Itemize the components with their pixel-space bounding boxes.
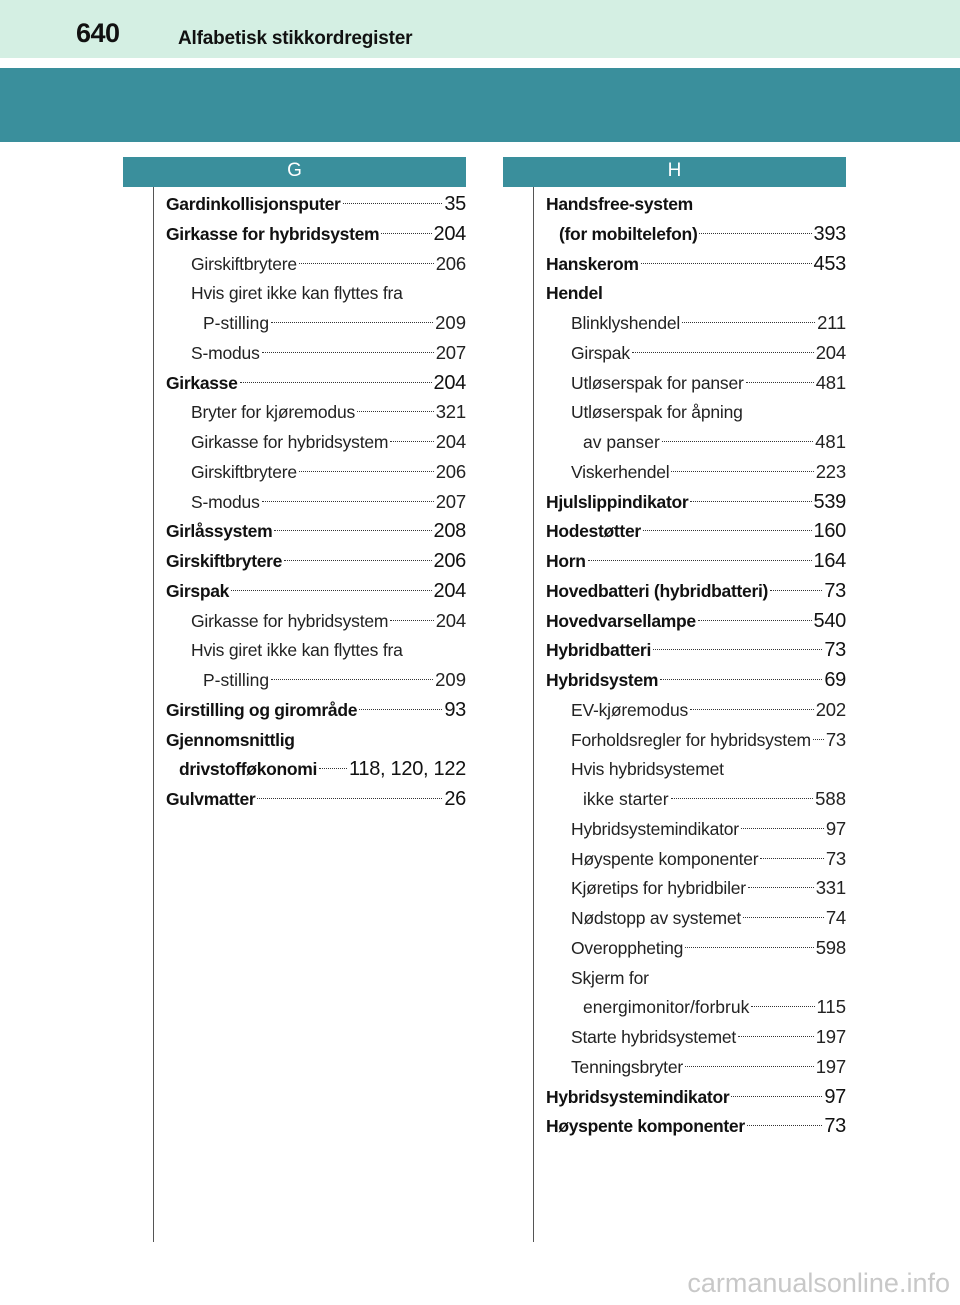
dot-leader — [262, 352, 434, 353]
dot-leader — [660, 679, 822, 680]
dot-leader — [682, 322, 815, 323]
entry-term: Hjulslippindikator — [546, 491, 689, 512]
dot-leader — [390, 620, 433, 621]
entry-term: Girkasse for hybridsystem — [166, 223, 380, 244]
entry-term: av panser — [583, 432, 660, 452]
entry-term: P-stilling — [203, 670, 270, 690]
index-entry — [546, 725, 846, 755]
index-entry — [166, 754, 466, 784]
entry-term: Hvis hybridsystemet — [571, 759, 724, 780]
entry-page-ref: 207 — [435, 490, 466, 512]
entry-page-ref: 211 — [817, 312, 846, 333]
entry-page-ref: 202 — [815, 698, 846, 720]
entry-page-ref: 97 — [825, 817, 846, 839]
dot-leader — [731, 1096, 822, 1097]
index-entry — [546, 546, 846, 576]
dot-leader — [698, 620, 812, 621]
entry-term: Gjennomsnittlig — [166, 729, 295, 750]
index-entry — [166, 189, 466, 219]
entry-term: Utløserspak for åpning — [571, 402, 743, 423]
index-entry — [166, 606, 466, 636]
dot-leader — [690, 709, 814, 710]
entry-term: Hybridsystemindikator — [571, 818, 739, 839]
index-entry — [166, 368, 466, 398]
dot-leader — [588, 560, 812, 561]
entry-term: Girstilling og girområde — [166, 699, 358, 720]
entry-term: Utløserspak for panser — [571, 372, 744, 393]
index-entry — [546, 665, 846, 695]
entry-page-ref: 204 — [433, 579, 466, 602]
dot-leader — [770, 590, 822, 591]
entry-term: Skjerm for — [571, 967, 649, 988]
entry-page-ref: 208 — [433, 520, 466, 543]
index-entry — [546, 754, 846, 784]
index-entry — [166, 219, 466, 249]
dot-leader — [319, 768, 347, 769]
entry-term: Girspak — [571, 342, 630, 363]
entry-page-ref: 73 — [824, 579, 846, 602]
entry-term: Girkasse for hybridsystem — [191, 610, 389, 631]
entry-page-ref: 204 — [435, 609, 466, 631]
entry-term: Blinklyshendel — [571, 313, 681, 333]
dot-leader — [240, 382, 432, 383]
dot-leader — [748, 887, 814, 888]
index-entry — [166, 516, 466, 546]
dot-leader — [632, 352, 814, 353]
entry-term: Bryter for kjøremodus — [191, 402, 356, 423]
entry-page-ref: 206 — [433, 550, 466, 572]
entry-page-ref: 73 — [824, 1115, 846, 1138]
index-entry — [546, 427, 846, 457]
index-entry — [166, 665, 466, 695]
entry-page-ref: 539 — [813, 490, 846, 513]
index-entry — [546, 487, 846, 517]
index-entry — [546, 249, 846, 279]
dot-leader — [743, 917, 824, 918]
index-entry — [166, 784, 466, 814]
entry-term: Hovedbatteri (hybridbatteri) — [546, 580, 769, 601]
entry-page-ref: 207 — [435, 341, 466, 363]
entry-term: Hanskerom — [546, 253, 639, 274]
entry-term: Kjøretips for hybridbiler — [571, 878, 746, 899]
index-entry — [166, 308, 466, 338]
dot-leader — [746, 382, 814, 383]
entry-term: P-stilling — [203, 313, 270, 333]
entry-term: Forholdsregler for hybridsystem — [571, 729, 811, 750]
entry-page-ref: 481 — [815, 371, 846, 393]
index-entry — [546, 219, 846, 249]
index-entry — [546, 516, 846, 546]
index-entry — [166, 338, 466, 368]
entry-term: Hovedvarsellampe — [546, 610, 696, 631]
index-entry — [546, 368, 846, 398]
dot-leader — [381, 233, 431, 234]
index-entry — [166, 427, 466, 457]
entry-page-ref: 69 — [824, 669, 846, 691]
entry-term: Girkasse for hybridsystem — [191, 432, 389, 452]
entry-term: Viskerhendel — [571, 461, 670, 482]
index-entry — [546, 397, 846, 427]
entry-page-ref: 206 — [435, 460, 466, 482]
index-entry — [546, 1111, 846, 1141]
dot-leader — [299, 471, 434, 472]
section-band — [0, 68, 960, 142]
dot-leader — [274, 530, 431, 531]
entry-page-ref: 74 — [825, 907, 846, 928]
index-entry — [546, 457, 846, 487]
index-entry — [546, 1052, 846, 1082]
dot-leader — [671, 798, 814, 799]
index-entry — [546, 784, 846, 814]
entry-term: drivstofføkonomi — [179, 759, 318, 780]
index-entry — [166, 487, 466, 517]
entry-term: Girskiftbrytere — [191, 253, 297, 274]
index-entry — [546, 635, 846, 665]
dot-leader — [357, 411, 434, 412]
entry-page-ref: 197 — [815, 1055, 846, 1077]
entry-page-ref: 97 — [824, 1085, 846, 1108]
entry-term: Høyspente komponenter — [546, 1116, 745, 1137]
entry-term: Tenningsbryter — [571, 1056, 683, 1077]
entry-page-ref: 26 — [444, 788, 466, 810]
index-entry — [546, 1082, 846, 1112]
dot-leader — [231, 590, 431, 591]
dot-leader — [390, 441, 433, 442]
dot-leader — [747, 1125, 822, 1126]
entry-page-ref: 223 — [815, 460, 846, 482]
entry-term: Horn — [546, 551, 586, 571]
index-entry — [546, 278, 846, 308]
dot-leader — [262, 501, 434, 502]
dot-leader — [271, 679, 433, 680]
entry-page-ref: 73 — [824, 639, 846, 662]
index-entry — [546, 576, 846, 606]
index-entry — [166, 278, 466, 308]
entry-page-ref: 209 — [435, 312, 466, 333]
page-title: Alfabetisk stikkordregister — [178, 28, 413, 49]
entry-page-ref: 588 — [815, 788, 846, 809]
entry-page-ref: 331 — [815, 877, 846, 899]
dot-leader — [813, 739, 824, 740]
entry-page-ref: 73 — [825, 728, 846, 750]
entry-page-ref: 118, 120, 122 — [349, 758, 466, 781]
index-entry — [546, 933, 846, 963]
dot-leader — [690, 501, 811, 502]
dot-leader — [751, 1006, 814, 1007]
entry-term: Hvis giret ikke kan flyttes fra — [191, 283, 403, 304]
index-entry — [546, 844, 846, 874]
entry-term: Hodestøtter — [546, 521, 641, 542]
index-entry — [546, 338, 846, 368]
dot-leader — [662, 441, 813, 442]
dot-leader — [760, 858, 823, 859]
entry-term: Hybridsystemindikator — [546, 1086, 730, 1107]
header-bar — [0, 0, 960, 58]
dot-leader — [299, 263, 434, 264]
entry-term: S-modus — [191, 342, 260, 363]
entry-page-ref: 540 — [813, 609, 846, 632]
index-entry — [166, 725, 466, 755]
entry-page-ref: 160 — [813, 520, 846, 543]
dot-leader — [643, 530, 812, 531]
dot-leader — [671, 471, 813, 472]
index-entry — [546, 814, 846, 844]
entry-page-ref: 393 — [813, 222, 846, 245]
entry-term: ikke starter — [583, 789, 669, 809]
index-entry — [166, 457, 466, 487]
index-entry — [166, 249, 466, 279]
entry-page-ref: 206 — [435, 252, 466, 274]
entry-term: Girskiftbrytere — [191, 461, 297, 482]
letter-heading-h: H — [503, 157, 846, 187]
entry-page-ref: 481 — [815, 431, 846, 452]
entry-term: Starte hybridsystemet — [571, 1027, 737, 1047]
entry-page-ref: 35 — [444, 193, 466, 215]
entry-term: Girkasse — [166, 372, 238, 393]
dot-leader — [257, 798, 442, 799]
index-entry — [166, 635, 466, 665]
index-entry — [166, 546, 466, 576]
entry-page-ref: 204 — [435, 431, 466, 452]
index-entry — [166, 695, 466, 725]
dot-leader — [738, 1036, 814, 1037]
entry-term: EV-kjøremodus — [571, 699, 689, 720]
index-entry — [166, 397, 466, 427]
page-number: 640 — [76, 18, 120, 48]
entry-page-ref: 209 — [435, 669, 466, 690]
index-entry — [546, 873, 846, 903]
entry-page-ref: 321 — [435, 401, 466, 423]
entry-page-ref: 204 — [815, 341, 846, 363]
entry-page-ref: 453 — [813, 252, 846, 275]
index-entry — [546, 189, 846, 219]
entry-term: Gulvmatter — [166, 789, 256, 809]
index-entry — [166, 576, 466, 606]
watermark: carmanualsonline.info — [687, 1268, 950, 1298]
entry-term: S-modus — [191, 491, 260, 512]
dot-leader — [284, 560, 431, 561]
dot-leader — [741, 828, 824, 829]
index-entry — [546, 1022, 846, 1052]
entry-term: Hendel — [546, 283, 603, 304]
entry-page-ref: 204 — [433, 222, 466, 245]
entry-term: (for mobiltelefon) — [559, 223, 698, 244]
entry-page-ref: 115 — [816, 996, 846, 1018]
entry-page-ref: 73 — [825, 847, 846, 869]
entry-term: Nødstopp av systemet — [571, 908, 742, 928]
entry-term: Handsfree-system — [546, 194, 693, 214]
index-entry — [546, 308, 846, 338]
index-entry — [546, 903, 846, 933]
entry-term: Hybridbatteri — [546, 640, 652, 661]
column-rule-right — [533, 187, 534, 1242]
entry-term: Hvis giret ikke kan flyttes fra — [191, 640, 403, 661]
entry-term: Girlåssystem — [166, 521, 273, 542]
dot-leader — [653, 649, 822, 650]
entry-term: Girspak — [166, 580, 230, 601]
entry-page-ref: 598 — [815, 936, 846, 958]
entry-term: Høyspente komponenter — [571, 848, 759, 869]
column-rule-left — [153, 187, 154, 1242]
entry-term: Overoppheting — [571, 937, 684, 958]
entry-page-ref: 93 — [444, 698, 466, 721]
dot-leader — [343, 203, 443, 204]
entry-term: Gardinkollisjonsputer — [166, 194, 341, 214]
index-entry — [546, 992, 846, 1022]
entry-page-ref: 164 — [813, 550, 846, 572]
dot-leader — [641, 263, 812, 264]
dot-leader — [271, 322, 433, 323]
entry-page-ref: 204 — [433, 371, 466, 394]
index-entry — [546, 606, 846, 636]
letter-heading-g: G — [123, 157, 466, 187]
dot-leader — [685, 1066, 814, 1067]
dot-leader — [699, 233, 811, 234]
dot-leader — [685, 947, 814, 948]
index-entry — [546, 963, 846, 993]
entry-term: Girskiftbrytere — [166, 551, 283, 571]
entry-term: Hybridsystem — [546, 670, 659, 690]
dot-leader — [359, 709, 442, 710]
index-entry — [546, 695, 846, 725]
entry-term: energimonitor/forbruk — [583, 997, 750, 1018]
entry-page-ref: 197 — [815, 1026, 846, 1047]
